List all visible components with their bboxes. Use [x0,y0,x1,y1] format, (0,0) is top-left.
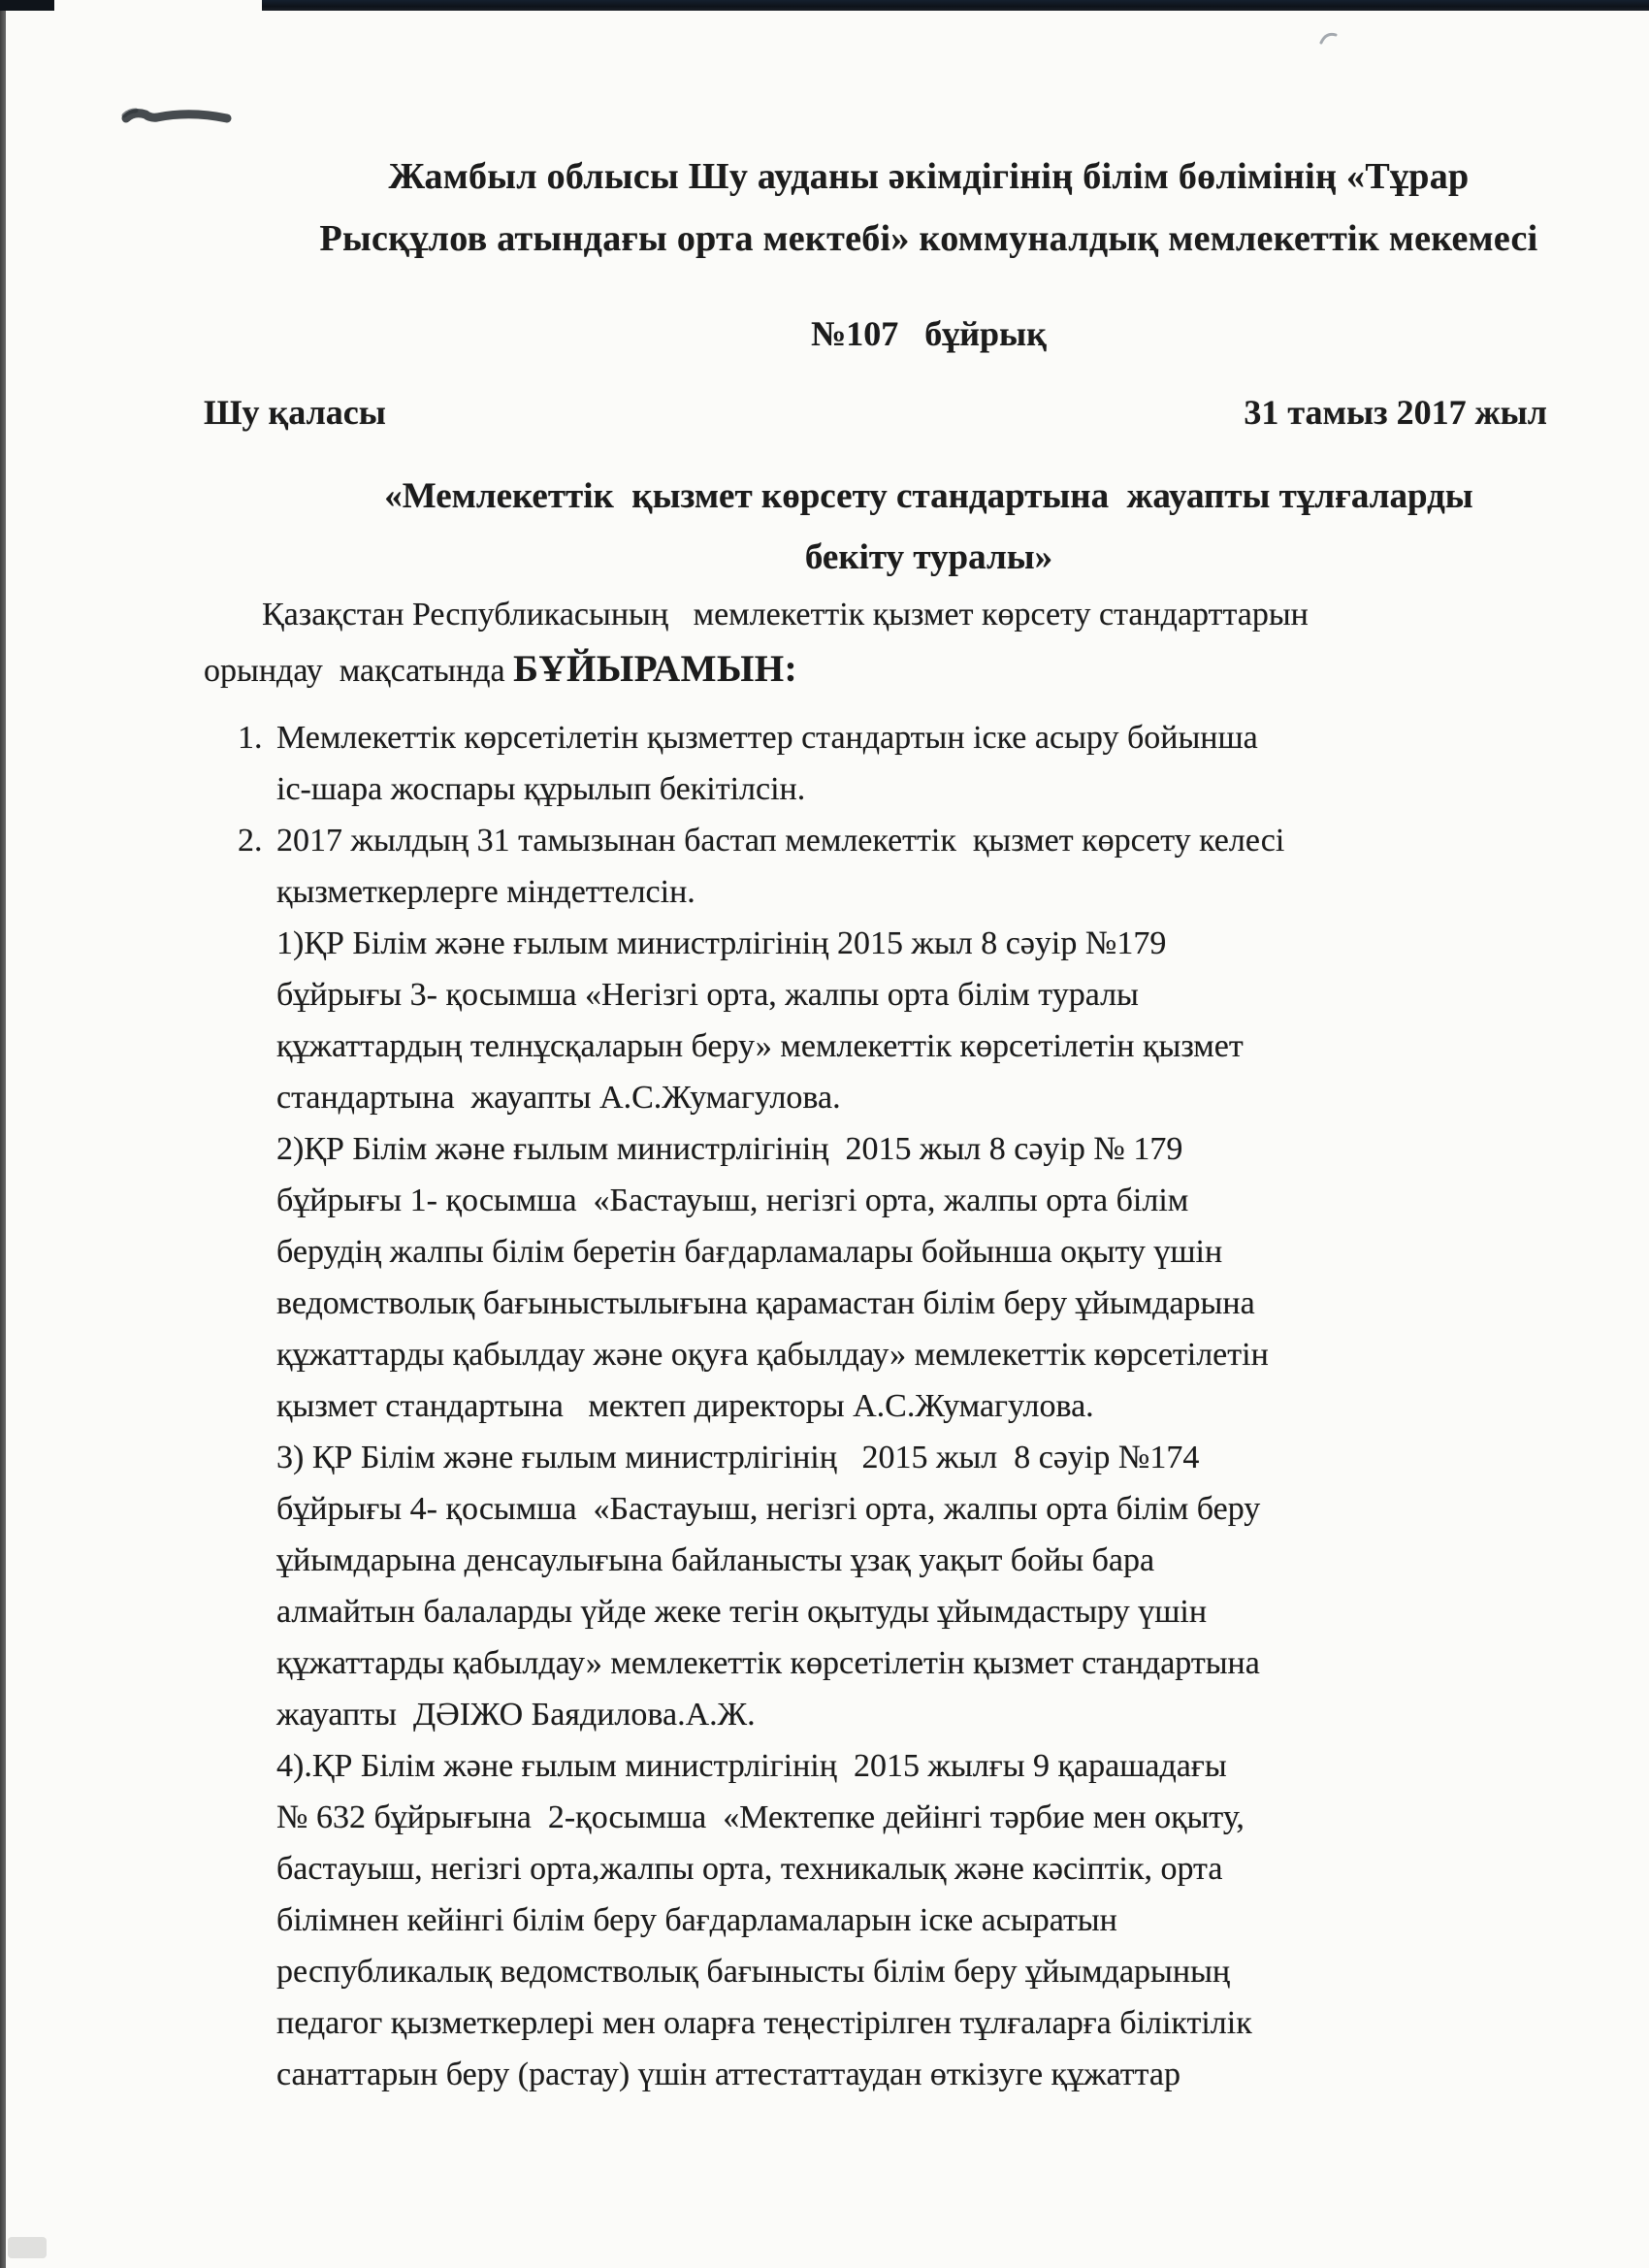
city-date-row [204,390,1547,435]
order-keyword: БҰЙЫРАМЫН: [513,648,798,690]
document-line: құжаттардың телнұсқаларын беру» мемлекеттік көрсетілетін қызмет [276,1028,1244,1064]
item-2-line1: 2017 жылдың 31 тамызынан бастап мемлекеттік қызмет көрсету келесі [276,823,1285,859]
document-line: құжаттарды қабылдау» мемлекеттік көрсетілетін қызмет стандартына [276,1645,1260,1681]
document-line: 1)ҚР Білім және ғылым министрлігінің 2015 жыл 8 сәуір №179 [276,925,1167,961]
preamble [204,588,1547,698]
document-line: берудің жалпы білім беретін бағдарламалары бойынша оқыту үшін [276,1234,1223,1270]
pen-smudge-mark [116,95,242,138]
item-1-line1: Мемлекеттік көрсетілетін қызметтер стандартын іске асыру бойынша [276,720,1258,756]
document-line: бұйрығы 3- қосымша «Негізгі орта, жалпы орта білім туралы [276,977,1139,1013]
document-content [0,146,1649,2100]
document-line: педагог қызметкерлері мен оларға теңестірілген тұлғаларға біліктілік [276,2005,1252,2041]
document-line: қызмет стандартына мектеп директоры А.С.Жумагулова. [276,1388,1094,1424]
document-line: бұйрығы 4- қосымша «Бастауыш, негізгі орта, жалпы орта білім беру [276,1491,1261,1527]
date-label: 31 тамыз 2017 жыл [1244,393,1547,432]
order-number: №107 бұйрық [811,314,1047,353]
order-item-1 [204,712,1547,815]
scan-edge-top-left [0,0,54,11]
document-line: ведомстволық бағыныстылығына қарамастан білім беру ұйымдарына [276,1285,1255,1321]
document-line: білімнен кейінгі білім беру бағдарламаларын іске асыратын [276,1902,1117,1938]
item-2-marker: 2. [238,823,263,859]
document-line: бұйрығы 1- қосымша «Бастауыш, негізгі орта, жалпы орта білім [276,1183,1189,1218]
preamble-line2-text: орындау мақсатында [204,653,514,689]
scan-edge-left [0,8,6,2268]
order-item-2 [204,815,1547,918]
item-1-marker: 1. [238,720,263,756]
item-1-line2: іс-шара жоспары құрылып бекітілсін. [276,771,806,807]
order-subject-line2: бекіту туралы» [804,537,1053,577]
document-line: алмайтын балаларды үйде жеке тегін оқытуды ұйымдастыру үшін [276,1594,1208,1630]
document-line: жауапты ДӘІЖО Баядилова.А.Ж. [276,1697,756,1733]
document-line: ұйымдарына денсаулығына байланысты ұзақ уақыт бойы бара [276,1542,1155,1578]
preamble-line1: Қазақстан Республикасының мемлекеттік қызмет көрсету стандарттарын [262,597,1309,632]
document-line: 2)ҚР Білім және ғылым министрлігінің 2015 жыл 8 сәуір № 179 [276,1131,1183,1167]
order-subject [257,466,1600,588]
document-line: бастауыш, негізгі орта,жалпы орта, техникалық және кәсіптік, орта [276,1851,1223,1887]
document-line: құжаттарды қабылдау және оқуға қабылдау» мемлекеттік көрсетілетін [276,1337,1269,1373]
document-line: санаттарын беру (растау) үшін аттестаттаудан өткізуге құжаттар [276,2057,1180,2092]
order-items [204,712,1547,2100]
organization-title-line2: Рысқұлов атындағы орта мектебі» коммуналдық мемлекеттік мекемесі [319,218,1538,259]
sub-items [204,918,1547,2100]
scan-artifact-bottom-left [8,2237,47,2258]
corner-pen-mark [1317,25,1342,50]
document-line: № 632 бұйрығына 2-қосымша «Мектепке дейінгі тәрбие мен оқыту, [276,1799,1245,1835]
organization-title-line1: Жамбыл облысы Шу ауданы әкімдігінің білім бөлімінің «Тұрар [388,156,1470,197]
preamble-line2 [204,642,1547,698]
document-line: 3) ҚР Білім және ғылым министрлігінің 2015 жыл 8 сәуір №174 [276,1440,1200,1475]
order-subject-line1: «Мемлекеттік қызмет көрсету стандартына жауапты тұлғаларды [384,476,1473,516]
document-line: республикалық ведомстволық бағынысты білім беру ұйымдарының [276,1954,1231,1990]
city-label: Шу қаласы [204,393,386,432]
item-2-line2: қызметкерлерге міндеттелсін. [276,874,695,910]
document-line: стандартына жауапты А.С.Жумагулова. [276,1080,841,1116]
scan-edge-top-right [262,0,1649,11]
organization-title [257,146,1600,270]
document-line: 4).ҚР Білім және ғылым министрлігінің 2015 жылғы 9 қарашадағы [276,1748,1227,1784]
